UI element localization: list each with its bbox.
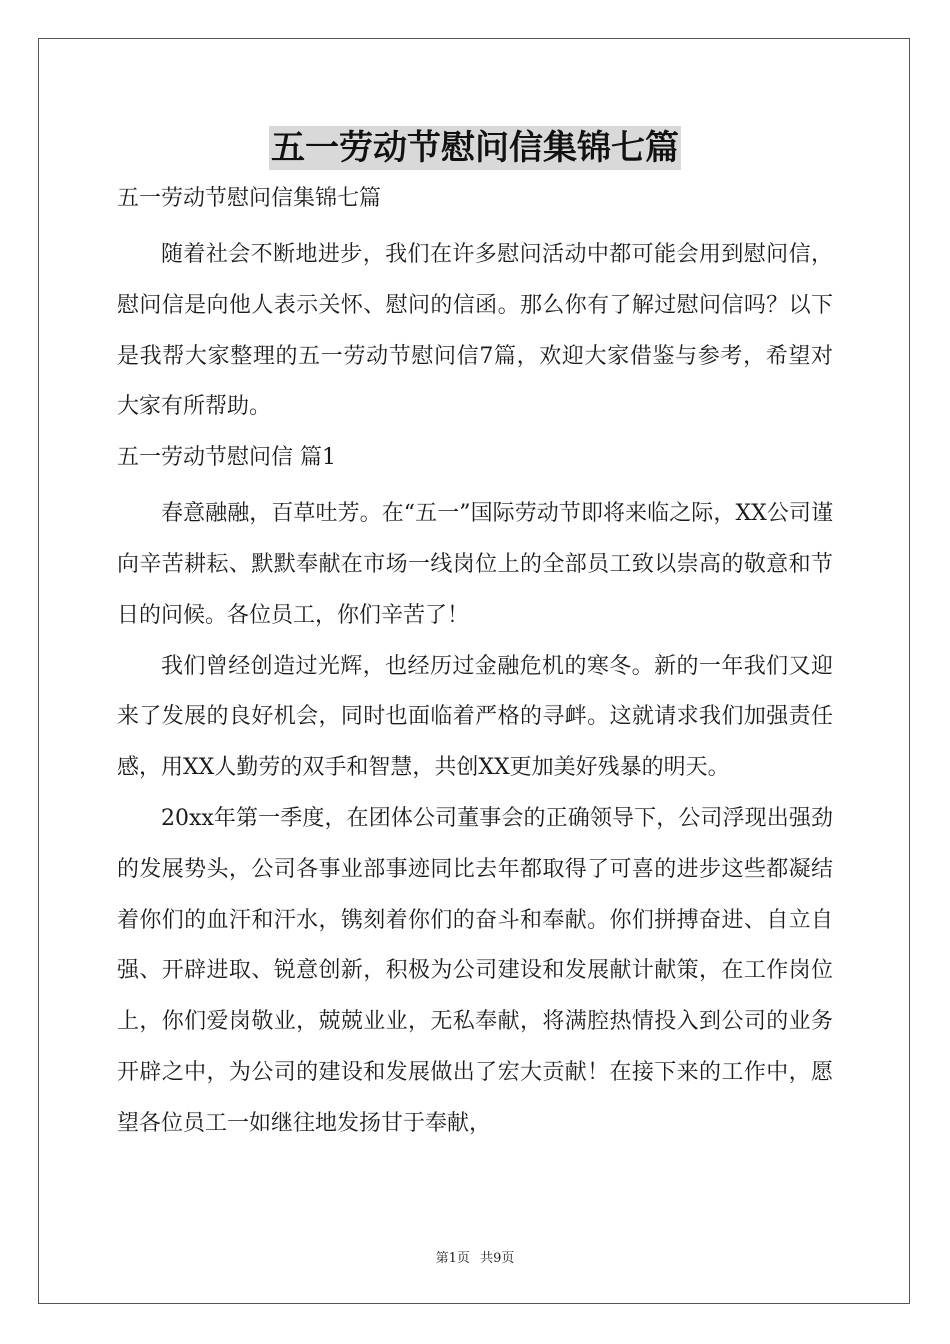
page-footer <box>0 1247 950 1266</box>
document-subtitle: 五一劳动节慰问信集锦七篇 <box>117 186 382 211</box>
page-total: 共9页 <box>480 1251 515 1266</box>
intro-paragraph: 随着社会不断地进步，我们在许多慰问活动中都可能会用到慰问信，慰问信是向他人表示关怀、慰问的信函。那么你有了解过慰问信吗？以下是我帮大家整理的五一劳动节慰问信7篇，欢迎大家借鉴与参考，希望对大家有所帮助。 <box>117 242 833 420</box>
page-number: 第1页 <box>435 1251 470 1266</box>
title-container <box>0 126 950 170</box>
body-paragraph: 春意融融，百草吐芳。在“五一”国际劳动节即将来临之际，XX公司谨向辛苦耕耘、默默奉献在市场一线岗位上的全部员工致以崇高的敬意和节日的问候。各位员工，你们辛苦了！ <box>117 501 833 628</box>
section-heading: 五一劳动节慰问信 篇1 <box>117 445 336 471</box>
body-paragraph: 我们曾经创造过光辉，也经历过金融危机的寒冬。新的一年我们又迎来了发展的良好机会，同时也面临着严格的寻衅。这就请求我们加强责任感，用XX人勤劳的双手和智慧，共创XX更加美好残暴的明天。 <box>117 653 833 781</box>
document-title: 五一劳动节慰问信集锦七篇 <box>271 128 679 168</box>
document-body <box>117 180 833 1150</box>
body-paragraph: 20xx年第一季度，在团体公司董事会的正确领导下，公司浮现出强劲的发展势头，公司各事业部事迹同比去年都取得了可喜的进步这些都凝结着你们的血汗和汗水，镌刻着你们的奋斗和奉献。你们拼搏奋进、自立自强、开辟进取、锐意创新，积极为公司建设和发展献计献策，在工作岗位上，你们爱岗敬业，兢兢业业，无私奉献，将满腔热情投入到公司的业务开辟之中，为公司的建设和发展做出了宏大贡献！在接下来的工作中，愿望各位员工一如继往地发扬甘于奉献， <box>117 805 833 1136</box>
